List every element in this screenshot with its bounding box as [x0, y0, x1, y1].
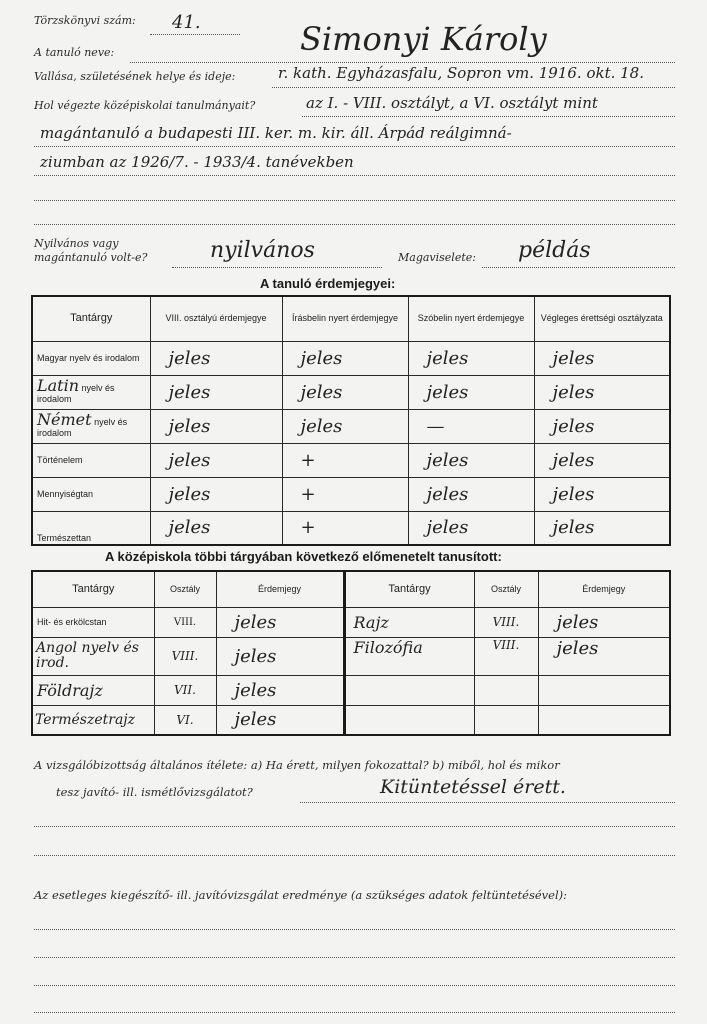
- hol-value-2: magántanuló a budapesti III. ker. m. kir. áll. Árpád reálgimná-: [40, 124, 512, 142]
- grade-cell: jeles: [408, 341, 534, 375]
- grade-cell: jeles: [534, 341, 670, 375]
- other-header-subject: Tantárgy: [32, 571, 154, 607]
- torzskonyvi-line: [150, 34, 240, 35]
- other-class: VIII.: [474, 607, 538, 637]
- subject-nemet: [32, 409, 150, 443]
- other-header-subject-2: Tantárgy: [344, 571, 474, 607]
- other-grade: jeles: [216, 607, 344, 637]
- student-name: Simonyi Károly: [300, 20, 547, 58]
- grade-cell: +: [282, 511, 408, 545]
- other-empty-cell: [344, 705, 474, 735]
- grade-cell: jeles: [534, 443, 670, 477]
- grade-cell: +: [282, 477, 408, 511]
- grade-cell: jeles: [408, 375, 534, 409]
- subject-magyar: Magyar nyelv és irodalom: [32, 341, 150, 375]
- grade-cell: —: [408, 409, 534, 443]
- grade-cell: jeles: [282, 341, 408, 375]
- magaviselet-value: példás: [518, 238, 591, 263]
- hol-line-3: [34, 175, 675, 176]
- other-header-class: Osztály: [154, 571, 216, 607]
- grades-header-szobeli: Szóbelin nyert érdemjegye: [408, 296, 534, 341]
- other-class: VI.: [154, 705, 216, 735]
- torzskonyvi-value: 41.: [172, 12, 201, 33]
- other-empty-cell: [474, 675, 538, 705]
- table-row: [32, 637, 670, 675]
- other-empty-cell: [538, 675, 670, 705]
- other-empty-cell: [474, 705, 538, 735]
- nyilvanos-line: [172, 267, 382, 268]
- grade-cell: jeles: [150, 443, 282, 477]
- blank-line-6: [34, 957, 675, 958]
- hol-line-1: [302, 116, 675, 117]
- other-class: VII.: [154, 675, 216, 705]
- other-header-class-2: Osztály: [474, 571, 538, 607]
- grades-header-irasbeli: Írásbelin nyert érdemjegye: [282, 296, 408, 341]
- subject-suffix: nyelv és: [81, 382, 115, 393]
- nyilvanos-label-2: magántanuló volt-e?: [34, 251, 148, 264]
- other-class: VIII.: [474, 637, 538, 675]
- grade-cell: jeles: [282, 409, 408, 443]
- table-row: [32, 409, 670, 443]
- subject-printed: irodalom: [37, 427, 72, 438]
- subject-mennyisegtan: Mennyiségtan: [32, 477, 150, 511]
- other-empty-cell: [344, 675, 474, 705]
- grades-title: A tanuló érdemjegyei:: [260, 276, 396, 291]
- name-label: A tanuló neve:: [34, 46, 115, 59]
- other-class: VIII.: [154, 637, 216, 675]
- table-row: [32, 511, 670, 545]
- other-grade: jeles: [538, 607, 670, 637]
- subject-termeszettan: Természettan: [32, 511, 150, 545]
- other-subject-hit: Hit- és erkölcstan: [32, 607, 154, 637]
- grade-cell: jeles: [408, 511, 534, 545]
- table-row: [32, 443, 670, 477]
- grade-cell: jeles: [408, 477, 534, 511]
- subject-hand: Latin: [37, 375, 80, 395]
- subject-tortenelem: Történelem: [32, 443, 150, 477]
- blank-line-2: [34, 224, 675, 225]
- other-subject-foldrajz: Földrajz: [32, 675, 154, 705]
- itelet-value: Kitüntetéssel érett.: [380, 776, 566, 798]
- other-header-grade: Érdemjegy: [216, 571, 344, 607]
- nyilvanos-label-1: Nyilvános vagy: [34, 237, 119, 250]
- itelet-line: [300, 802, 675, 803]
- vallas-label: Vallása, születésének helye és ideje:: [34, 70, 236, 83]
- subject-hand: Német: [37, 409, 92, 429]
- name-line: [130, 62, 675, 63]
- grade-cell: jeles: [150, 375, 282, 409]
- blank-line-4: [34, 855, 675, 856]
- table-row: [32, 705, 670, 735]
- other-header-grade-2: Érdemjegy: [538, 571, 670, 607]
- blank-line-3: [34, 826, 675, 827]
- other-grade: jeles: [538, 637, 670, 675]
- hol-value-3: ziumban az 1926/7. - 1933/4. tanévekben: [40, 153, 354, 171]
- grades-header-viii: VIII. osztályú érdemjegye: [150, 296, 282, 341]
- vallas-line: [272, 87, 675, 88]
- grades-table: [31, 295, 671, 546]
- grade-cell: jeles: [150, 409, 282, 443]
- grade-cell: jeles: [150, 511, 282, 545]
- grade-cell: jeles: [534, 511, 670, 545]
- hol-value-1: az I. - VIII. osztályt, a VI. osztályt mint: [306, 94, 598, 112]
- magaviselet-label: Magaviselete:: [398, 251, 476, 264]
- nyilvanos-value: nyilvános: [210, 238, 315, 263]
- grade-cell: +: [282, 443, 408, 477]
- torzskonyvi-label: Törzskönyvi szám:: [34, 14, 136, 27]
- other-grade: jeles: [216, 705, 344, 735]
- grade-cell: jeles: [534, 477, 670, 511]
- grades-header-subject: Tantárgy: [32, 296, 150, 341]
- grade-cell: jeles: [534, 375, 670, 409]
- hol-label: Hol végezte középiskolai tanulmányait?: [34, 99, 256, 112]
- other-subject-rajz: Rajz: [344, 607, 474, 637]
- kiegeszito-label: Az esetleges kiegészítő- ill. javítóvizsgálat eredménye (a szükséges adatok feltüntetésével):: [34, 888, 567, 902]
- blank-line-5: [34, 929, 675, 930]
- magaviselet-line: [482, 267, 675, 268]
- subject-suffix: nyelv és: [94, 416, 128, 427]
- grade-cell: jeles: [282, 375, 408, 409]
- table-row: [32, 607, 670, 637]
- itelet-label-1: A vizsgálóbizottság általános ítélete: a) Ha érett, milyen fokozattal? b) miből, hol és mikor: [34, 758, 560, 772]
- table-row: [32, 341, 670, 375]
- itelet-label-2: tesz javító- ill. ismétlővizsgálatot?: [56, 785, 253, 799]
- other-subject-filozofia: Filozófia: [344, 637, 474, 675]
- blank-line-7: [34, 985, 675, 986]
- blank-line-8: [34, 1012, 675, 1013]
- other-subject-termeszetrajz: Természetrajz: [32, 705, 154, 735]
- subject-latin: [32, 375, 150, 409]
- table-row: [32, 375, 670, 409]
- blank-line-1: [34, 200, 675, 201]
- grade-cell: jeles: [150, 341, 282, 375]
- hol-line-2: [34, 146, 675, 147]
- grades-header-vegleges: Végleges érettségi osztályzata: [534, 296, 670, 341]
- other-class: VIII.: [154, 607, 216, 637]
- vallas-value: r. kath. Egyházasfalu, Sopron vm. 1916. okt. 18.: [278, 64, 644, 82]
- other-subject-angol: Angol nyelv és irod.: [32, 637, 154, 675]
- grade-cell: jeles: [534, 409, 670, 443]
- other-title: A középiskola többi tárgyában következő előmenetelt tanusított:: [105, 549, 502, 564]
- other-grade: jeles: [216, 637, 344, 675]
- table-row: [32, 477, 670, 511]
- other-grade: jeles: [216, 675, 344, 705]
- table-row: [32, 675, 670, 705]
- other-empty-cell: [538, 705, 670, 735]
- subject-printed: irodalom: [37, 393, 72, 404]
- grade-cell: jeles: [408, 443, 534, 477]
- other-subjects-table: [31, 570, 671, 736]
- grade-cell: jeles: [150, 477, 282, 511]
